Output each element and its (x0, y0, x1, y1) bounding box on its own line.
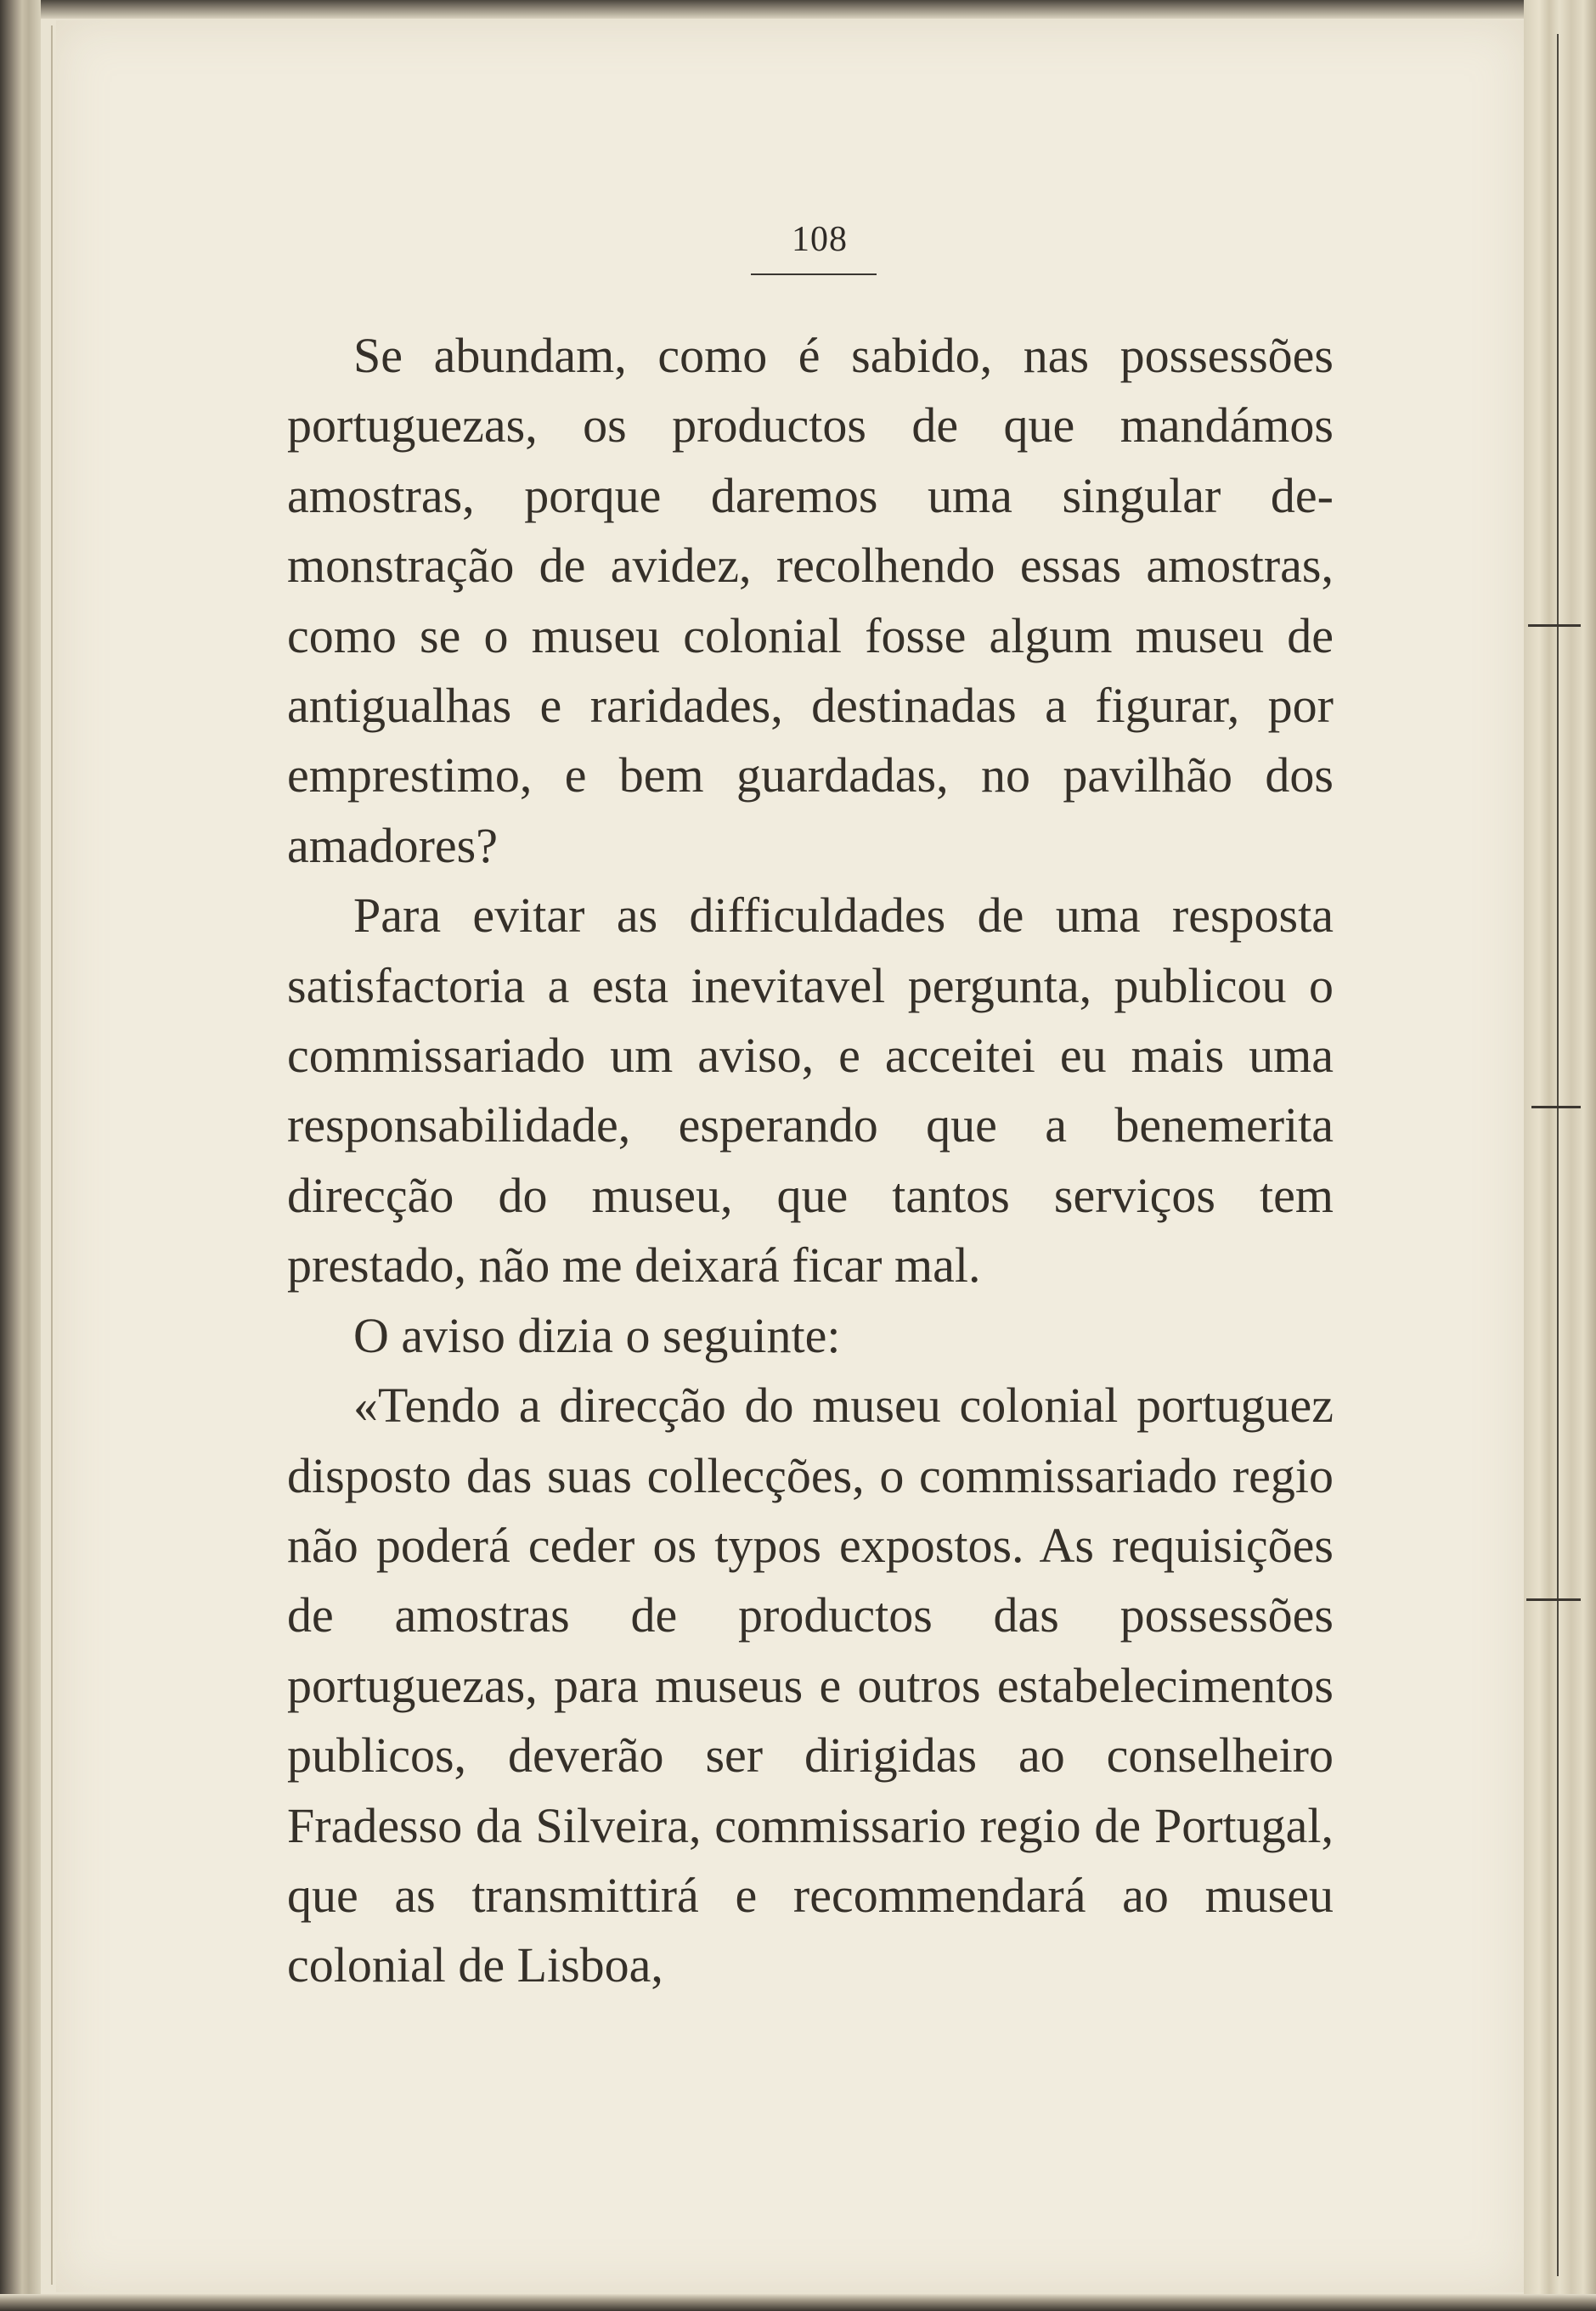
paragraph: Se abundam, como é sabido, nas possessões portuguezas, os productos de que mandámos amostras, porque daremos uma singular demonstração de avidez, recolhendo essas amostras, como se o museu colonial fosse algum museu de antigualhas e raridades, destinadas a figurar, por emprestimo, e bem guardadas, no pavilhão dos amadores? (287, 328, 1334, 873)
paragraph: O aviso dizia o seguinte: (353, 1307, 841, 1363)
book-binding (0, 0, 41, 2311)
top-edge (0, 0, 1596, 19)
page-number-rule (751, 273, 877, 275)
binding-shadow-line (51, 25, 53, 2285)
edge-tick (1526, 1598, 1581, 1601)
edge-tick (1528, 624, 1581, 627)
edge-tick (1531, 1106, 1581, 1108)
page-number: 108 (792, 220, 848, 259)
body-text (287, 321, 1334, 2001)
bottom-edge (0, 2294, 1596, 2311)
page-edges (1524, 0, 1596, 2311)
paragraph: Para evitar as difficuldades de uma resposta satisfactoria a esta inevitavel pergunta, publicou o commissariado um aviso, e acceitei eu mais uma responsabilidade, esperando que a benemerita direcção do museu, que tantos serviços tem prestado, não me deixará ficar mal. (287, 888, 1334, 1294)
paragraph: «Tendo a direcção do museu colonial portuguez disposto das suas collecções, o commissariado regio não poderá ceder os typos expostos. As requisições de amostras de productos das possessões portuguezas, para museus e outros estabelecimentos publicos, deverão ser dirigidas ao conselheiro Fradesso da Silveira, commissario regio de Portugal, que as transmittirá e recommendará ao museu colonial de Lisboa, (287, 1378, 1334, 1993)
edge-rule (1557, 34, 1559, 2276)
